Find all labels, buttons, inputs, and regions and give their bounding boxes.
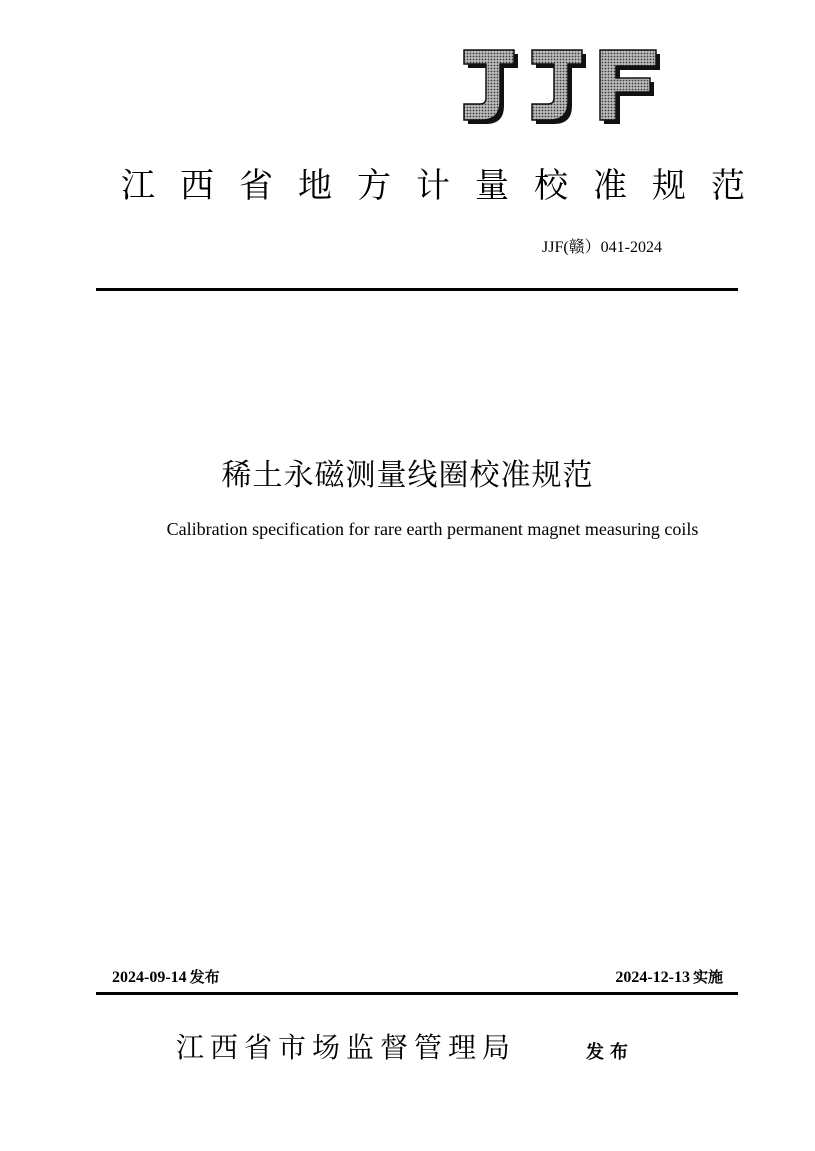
implement-date-label: 实施 bbox=[692, 968, 723, 986]
issue-date-label: 发布 bbox=[189, 968, 220, 986]
publisher-name: 江西省市场监督管理局 bbox=[176, 1031, 517, 1064]
issue-date bbox=[112, 966, 220, 987]
top-divider bbox=[96, 288, 738, 291]
document-title-en: Calibration specification for rare earth permanent magnet measuring coils bbox=[166, 519, 699, 539]
series-title: 江西省地方计量校准规范 bbox=[121, 166, 770, 206]
issue-date-value: 2024-09-14 bbox=[112, 969, 187, 986]
bottom-divider bbox=[96, 992, 738, 995]
implement-date-value: 2024-12-13 bbox=[615, 969, 690, 986]
implement-date bbox=[615, 966, 723, 987]
document-code: JJF(赣）041-2024 bbox=[541, 239, 662, 256]
document-title-cn: 稀土永磁测量线圈校准规范 bbox=[221, 458, 594, 493]
jjf-logo bbox=[454, 46, 664, 128]
publish-word: 发布 bbox=[586, 1042, 634, 1063]
